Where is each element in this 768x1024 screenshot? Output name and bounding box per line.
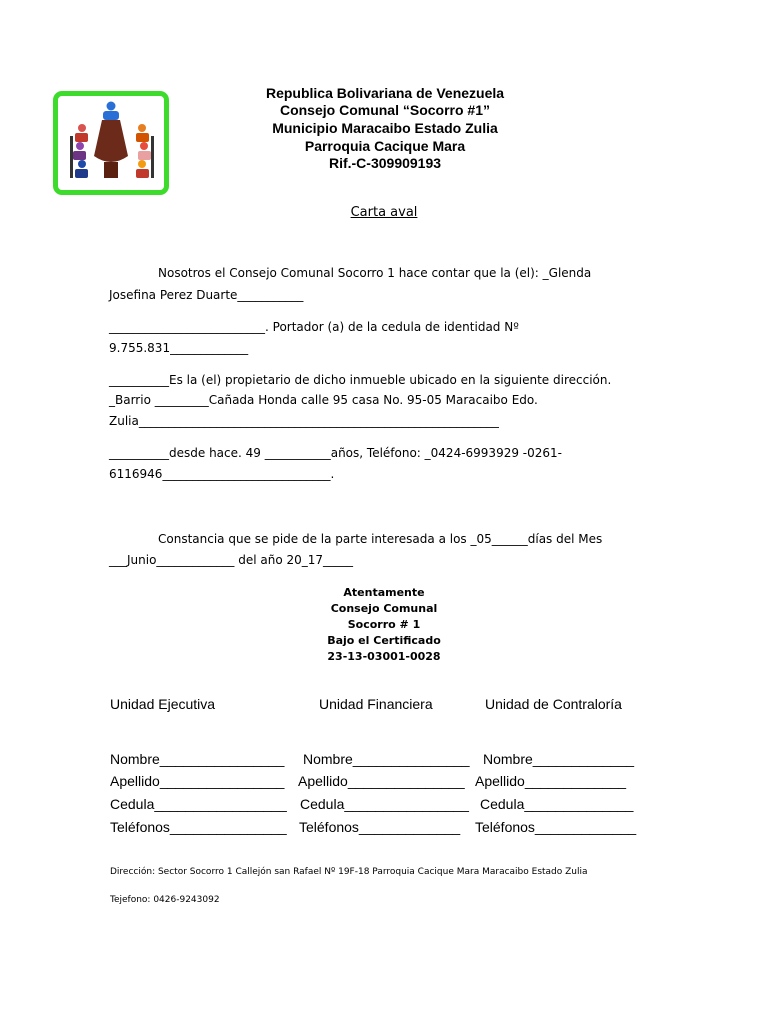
contraloria-nombre-field: Nombre_____________ (483, 751, 635, 767)
council-logo (53, 91, 169, 195)
header-line-2: Consejo Comunal “Socorro #1” (279, 102, 491, 118)
financiera-nombre-field: Nombre_______________ (303, 751, 470, 767)
contraloria-cedula-field: Cedula______________ (480, 796, 634, 812)
paragraph-5-line-1: Constancia que se pide de la parte interesada a los _05______días del Mes (158, 532, 603, 546)
financiera-apellido-field: Apellido_______________ (298, 773, 465, 789)
document-title: Carta aval (350, 205, 418, 220)
header-line-4: Parroquia Cacique Mara (304, 138, 466, 154)
ejecutiva-cedula-field: Cedula_________________ (110, 796, 287, 812)
paragraph-4-line-1: __________desde hace. 49 ___________años, Teléfono: _0424-6993929 -0261- (109, 446, 562, 460)
unit-financiera-title: Unidad Financiera (319, 696, 433, 712)
signature-line-4: Bajo el Certificado (327, 634, 441, 647)
signature-line-5: 23-13-03001-0028 (327, 650, 441, 663)
paragraph-1-line-2: Josefina Perez Duarte___________ (109, 288, 304, 302)
signature-line-1: Atentamente (343, 586, 425, 599)
footer-phone: Tejefono: 0426-9243092 (110, 895, 220, 905)
paragraph-3-line-3: Zulia____________________________________________________________ (109, 414, 499, 428)
header-line-1: Republica Bolivariana de Venezuela (265, 85, 505, 101)
paragraph-2-line-2: 9.755.831_____________ (109, 341, 249, 355)
unit-ejecutiva-title: Unidad Ejecutiva (110, 696, 216, 712)
ejecutiva-apellido-field: Apellido________________ (110, 773, 285, 789)
footer-address: Dirección: Sector Socorro 1 Callejón san Rafael Nº 19F-18 Parroquia Cacique Mara Maracaibo Estado Zulia (110, 867, 588, 877)
paragraph-3-line-1: __________Es la (el) propietario de dicho inmueble ubicado en la siguiente dirección. (109, 373, 612, 387)
ejecutiva-nombre-field: Nombre________________ (110, 751, 285, 767)
paragraph-3-line-2: _Barrio _________Cañada Honda calle 95 casa No. 95-05 Maracaibo Edo. (109, 393, 538, 407)
header-line-3: Municipio Maracaibo Estado Zulia (272, 120, 498, 136)
ejecutiva-telefonos-field: Teléfonos_______________ (110, 819, 287, 835)
financiera-telefonos-field: Teléfonos_____________ (299, 819, 461, 835)
council-meeting-icon (58, 96, 164, 190)
paragraph-1-line-1: Nosotros el Consejo Comunal Socorro 1 hace contar que la (el): _Glenda (158, 266, 592, 280)
header-line-5: Rif.-C-309909193 (328, 155, 442, 171)
signature-line-2: Consejo Comunal (330, 602, 438, 615)
paragraph-2-line-1: __________________________. Portador (a) de la cedula de identidad Nº (109, 320, 519, 334)
contraloria-telefonos-field: Teléfonos_____________ (475, 819, 637, 835)
paragraph-5-line-2: ___Junio_____________ del año 20_17_____ (109, 553, 354, 567)
financiera-cedula-field: Cedula________________ (300, 796, 469, 812)
paragraph-4-line-2: 6116946____________________________. (109, 467, 335, 481)
unit-contraloria-title: Unidad de Contraloría (485, 696, 622, 712)
signature-line-3: Socorro # 1 (347, 618, 421, 631)
contraloria-apellido-field: Apellido_____________ (475, 773, 627, 789)
